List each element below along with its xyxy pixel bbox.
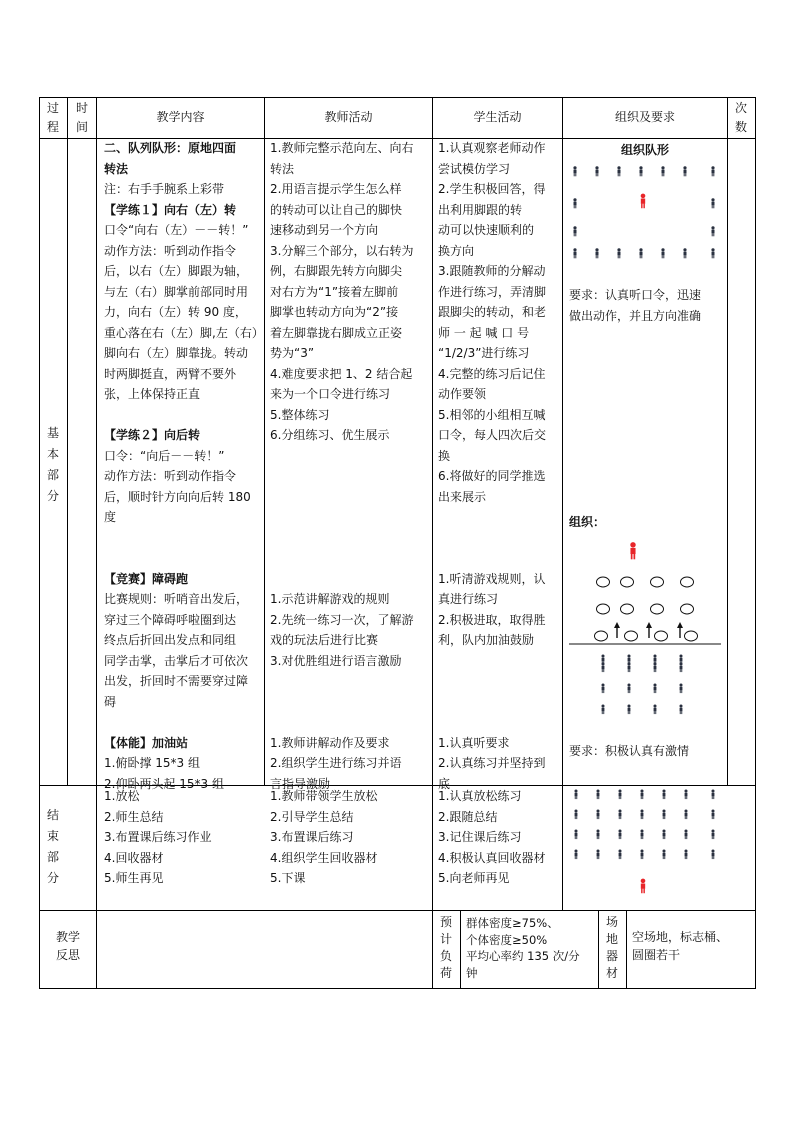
hoop-obstacle	[681, 604, 694, 614]
text-line: 4.积极认真回收器材	[438, 850, 546, 865]
text-line: 1.教师完整示范向左、向右	[270, 141, 414, 155]
teacher-figure	[641, 879, 646, 894]
student-figure	[617, 248, 620, 258]
text-line: 后，以右（左）脚跟为轴，	[104, 264, 249, 278]
text-line: 3.布置课后练习	[270, 830, 354, 844]
text-line: 转法	[270, 161, 295, 176]
basic-label: 基 本 部 分	[46, 426, 59, 503]
arrow-head	[677, 622, 683, 628]
text-line: 碍	[104, 694, 117, 709]
text-line: 2.用语言提示学生怎么样	[270, 182, 402, 196]
arrow-head	[646, 622, 652, 628]
student-figure	[573, 226, 576, 236]
text-line	[270, 466, 430, 487]
text-line: 3.分解三个部分，以右转为	[270, 243, 414, 258]
text-line	[270, 548, 430, 569]
student-figure	[618, 829, 621, 839]
header-teacher: 教师活动	[324, 110, 373, 124]
student-figure	[661, 166, 664, 176]
text-line: 出发，折回时不需要穿过障	[104, 674, 249, 688]
student-figure	[618, 809, 621, 819]
venue-text: 空场地，标志桶、 圆圈若干	[632, 930, 729, 962]
text-line: 5.师生再见	[104, 871, 164, 885]
student-figure	[662, 809, 665, 819]
text-line: 脚向右（左）脚靠拢。转动	[104, 346, 249, 360]
text-line: 利，队内加油鼓励	[438, 633, 535, 647]
text-line: 出来展示	[438, 489, 487, 504]
student-figure	[679, 704, 682, 714]
text-line: 1.俯卧撑 15*3 组	[104, 756, 200, 770]
text-line: 对右方为“1”接着左脚前	[270, 284, 399, 299]
text-line: 戏的玩法后进行比赛	[270, 633, 379, 647]
text-line: 3.跟随教师的分解动	[438, 264, 546, 278]
student-figure	[679, 683, 682, 693]
text-line: 跟脚尖的转动，和老	[438, 305, 547, 319]
text-line: 1.放松	[104, 789, 140, 803]
text-line	[270, 569, 430, 590]
hoop-obstacle	[597, 604, 610, 614]
student-figure	[595, 166, 598, 176]
text-line: 2.组织学生进行练习并语	[270, 756, 402, 770]
formation-diagram	[563, 160, 727, 270]
text-line	[438, 528, 560, 549]
student-figure	[596, 829, 599, 839]
student-figure	[653, 704, 656, 714]
student-figure	[596, 809, 599, 819]
hoop-obstacle	[625, 631, 638, 641]
text-line: 尝试模仿学习	[438, 161, 511, 176]
text-line: 换	[438, 448, 451, 463]
text-line: 势为“3”	[270, 346, 315, 360]
text-line	[438, 712, 560, 733]
text-line: 6.将做好的同学推选	[438, 469, 546, 483]
text-line	[270, 712, 430, 733]
text-line: 2.引导学生总结	[270, 809, 354, 824]
text-line	[438, 651, 560, 672]
text-line	[438, 671, 560, 692]
text-line: 师 一 起 喊 口 号	[438, 325, 530, 340]
student-figure	[574, 829, 577, 839]
text-line: 重心落在右（左）脚,左（右）	[104, 325, 264, 340]
student-figure	[653, 683, 656, 693]
text-line	[104, 548, 262, 569]
text-line: 脚掌也转动方向为“2”接	[270, 305, 399, 319]
header-content: 教学内容	[156, 110, 205, 124]
student-figure	[627, 704, 630, 714]
text-line	[270, 487, 430, 508]
text-line: 【学练１】向右（左）转	[104, 202, 237, 217]
student-figure	[711, 198, 714, 208]
basic-student	[438, 138, 560, 794]
student-figure	[595, 248, 598, 258]
student-figure	[573, 198, 576, 208]
text-line: 后，顺时针方向向后转 180	[104, 489, 251, 504]
student-figure	[711, 849, 714, 859]
end-teacher	[270, 786, 430, 889]
text-line: 穿过三个障碍呼啦圈到达	[104, 612, 237, 627]
end-student	[438, 786, 560, 889]
text-line: 换方向	[438, 243, 475, 258]
teacher-figure	[641, 194, 646, 209]
text-line: 1.教师带领学生放松	[270, 789, 378, 803]
hoop-obstacle	[597, 577, 610, 587]
hoop-obstacle	[651, 604, 664, 614]
student-figure	[711, 809, 714, 819]
student-figure	[684, 829, 687, 839]
text-line: 1.示范讲解游戏的规则	[270, 592, 390, 606]
text-line	[104, 712, 262, 733]
hoop-obstacle	[651, 577, 664, 587]
text-line: 2.师生总结	[104, 809, 164, 824]
text-line: 速移动到另一个方向	[270, 223, 379, 237]
student-figure	[639, 248, 642, 258]
student-figure	[683, 166, 686, 176]
text-line: 口令，每人四次后交	[438, 428, 547, 442]
student-figure	[574, 789, 577, 799]
student-figure	[573, 248, 576, 258]
student-figure	[711, 226, 714, 236]
text-line: 时两脚挺直，两臂不要外	[104, 366, 237, 381]
student-figure	[711, 248, 714, 258]
header-time: 时 间	[75, 101, 88, 134]
text-line: 3.对优胜组进行语言激励	[270, 653, 402, 668]
load-text: 群体密度≥75%、 个体密度≥50% 平均心率约 135 次/分 钟	[466, 916, 580, 980]
student-figure	[711, 829, 714, 839]
student-figure	[639, 166, 642, 176]
reflection-label: 教学 反思	[55, 930, 80, 962]
text-line: 转法	[104, 161, 129, 176]
student-figure	[574, 849, 577, 859]
hoop-obstacle	[681, 577, 694, 587]
formation-title: 组织队形	[620, 143, 669, 157]
text-line: 比赛规则：听哨音出发后，	[104, 592, 249, 606]
student-figure	[684, 849, 687, 859]
relay-diagram	[563, 538, 727, 728]
text-line	[270, 692, 430, 713]
student-figure	[618, 789, 621, 799]
text-line: 5.向老师再见	[438, 871, 510, 885]
text-line: 底	[438, 776, 451, 791]
text-line	[270, 671, 430, 692]
student-figure	[640, 829, 643, 839]
text-line: “1/2/3”进行练习	[438, 346, 530, 360]
student-figure	[661, 248, 664, 258]
student-figure	[601, 704, 604, 714]
header-count: 次 数	[734, 101, 747, 134]
text-line: 5.整体练习	[270, 407, 330, 422]
header-process: 过 程	[46, 101, 59, 134]
text-line: 动作方法：听到动作指令	[104, 243, 237, 258]
formation-requirement: 要求：认真听口令，迅速 做出动作，并且方向准确	[569, 288, 702, 323]
text-line	[270, 528, 430, 549]
text-line: 度	[104, 510, 117, 524]
student-figure	[596, 789, 599, 799]
student-figure	[640, 789, 643, 799]
text-line: 2.积极进取，取得胜	[438, 612, 546, 627]
text-line: 动作要领	[438, 387, 487, 401]
text-line: 来为一个口令进行练习	[270, 387, 391, 401]
text-line: 2.认真练习并坚持到	[438, 756, 546, 770]
arrow-head	[614, 622, 620, 628]
organization-label: 组织：	[569, 515, 606, 529]
text-line: 4.难度要求把 1、2 结合起	[270, 366, 413, 381]
student-figure	[574, 809, 577, 819]
student-figure	[573, 166, 576, 176]
text-line: 4.完整的练习后记住	[438, 366, 546, 381]
text-line	[270, 446, 430, 467]
text-line: 5.下课	[270, 871, 306, 885]
basic-teacher	[270, 138, 430, 794]
student-figure	[662, 829, 665, 839]
teacher-figure	[630, 542, 635, 559]
text-line	[438, 692, 560, 713]
hoop-obstacle	[621, 604, 634, 614]
student-figure	[684, 809, 687, 819]
text-line: 2.学生积极回答，得	[438, 182, 546, 196]
text-line: 与左（右）脚掌前部同时用	[104, 284, 249, 299]
text-line: 2.跟随总结	[438, 809, 498, 824]
student-figure	[618, 849, 621, 859]
venue-label: 场 地 器 材	[605, 915, 618, 980]
end-label: 结 束 部 分	[46, 808, 59, 885]
hoop-obstacle	[621, 577, 634, 587]
text-line: 作进行练习，弄清脚	[438, 284, 547, 299]
text-line: 1.听清游戏规则，认	[438, 571, 546, 586]
load-label: 预 计 负 荷	[439, 915, 452, 980]
hoop-obstacle	[595, 631, 608, 641]
text-line: 4.回收器材	[104, 850, 164, 865]
text-line: 张，上体保持正直	[104, 387, 201, 401]
student-figure	[596, 849, 599, 859]
text-line: 1.认真听要求	[438, 735, 510, 750]
student-figure	[640, 849, 643, 859]
end-formation-diagram	[563, 786, 727, 908]
header-student: 学生活动	[473, 110, 522, 124]
text-line: 的转动可以让自己的脚快	[270, 202, 403, 217]
text-line	[438, 548, 560, 569]
text-line: 【竞赛】障碍跑	[104, 571, 189, 586]
text-line: 5.相邻的小组相互喊	[438, 407, 546, 422]
student-figure	[601, 683, 604, 693]
hoop-obstacle	[655, 631, 668, 641]
text-line: 着左脚靠拢右脚成立正姿	[270, 325, 403, 340]
text-line	[438, 507, 560, 528]
end-content	[104, 786, 262, 889]
student-figure	[711, 166, 714, 176]
student-figure	[684, 789, 687, 799]
text-line	[104, 528, 262, 549]
text-line	[270, 507, 430, 528]
text-line: 二、队列队形：原地四面	[104, 141, 237, 155]
text-line: 6.分组练习、优生展示	[270, 428, 390, 442]
text-line: 出利用脚跟的转	[438, 202, 523, 217]
text-line: 口令：“向后－－转！”	[104, 448, 225, 463]
text-line: 【学练２】向后转	[104, 428, 201, 442]
student-figure	[683, 248, 686, 258]
student-figure	[617, 166, 620, 176]
student-figure	[662, 849, 665, 859]
text-line: 例，右脚跟先转方向脚尖	[270, 264, 403, 278]
text-line: 口令“向右（左）－－转！”	[104, 223, 249, 237]
text-line: 真进行练习	[438, 592, 499, 606]
text-line	[104, 405, 262, 426]
text-line: 注：右手手腕系上彩带	[104, 182, 225, 196]
text-line: 终点后折回出发点和同组	[104, 633, 237, 647]
text-line: 力，向右（左）转 90 度，	[104, 305, 247, 319]
student-figure	[711, 789, 714, 799]
text-line: 4.组织学生回收器材	[270, 850, 378, 865]
text-line: 1.认真放松练习	[438, 789, 522, 803]
text-line: 动可以快速顺利的	[438, 223, 535, 237]
student-figure	[662, 789, 665, 799]
header-org: 组织及要求	[614, 110, 675, 124]
text-line: 1.教师讲解动作及要求	[270, 735, 390, 750]
text-line: 3.记住课后练习	[438, 830, 522, 844]
text-line: 2.先统一练习一次，了解游	[270, 612, 414, 627]
basic-content	[104, 138, 262, 794]
text-line: 同学击掌，击掌后才可依次	[104, 653, 249, 668]
game-requirement: 要求：积极认真有激情	[569, 744, 690, 758]
text-line: 动作方法：听到动作指令	[104, 469, 237, 483]
text-line: 1.认真观察老师动作	[438, 141, 546, 155]
hoop-obstacle	[685, 631, 698, 641]
text-line: 2.仰卧两头起 15*3 组	[104, 776, 224, 791]
student-figure	[627, 683, 630, 693]
text-line: 言指导激励	[270, 776, 331, 791]
text-line: 3.布置课后练习作业	[104, 830, 212, 844]
text-line: 【体能】加油站	[104, 735, 189, 750]
student-figure	[640, 809, 643, 819]
